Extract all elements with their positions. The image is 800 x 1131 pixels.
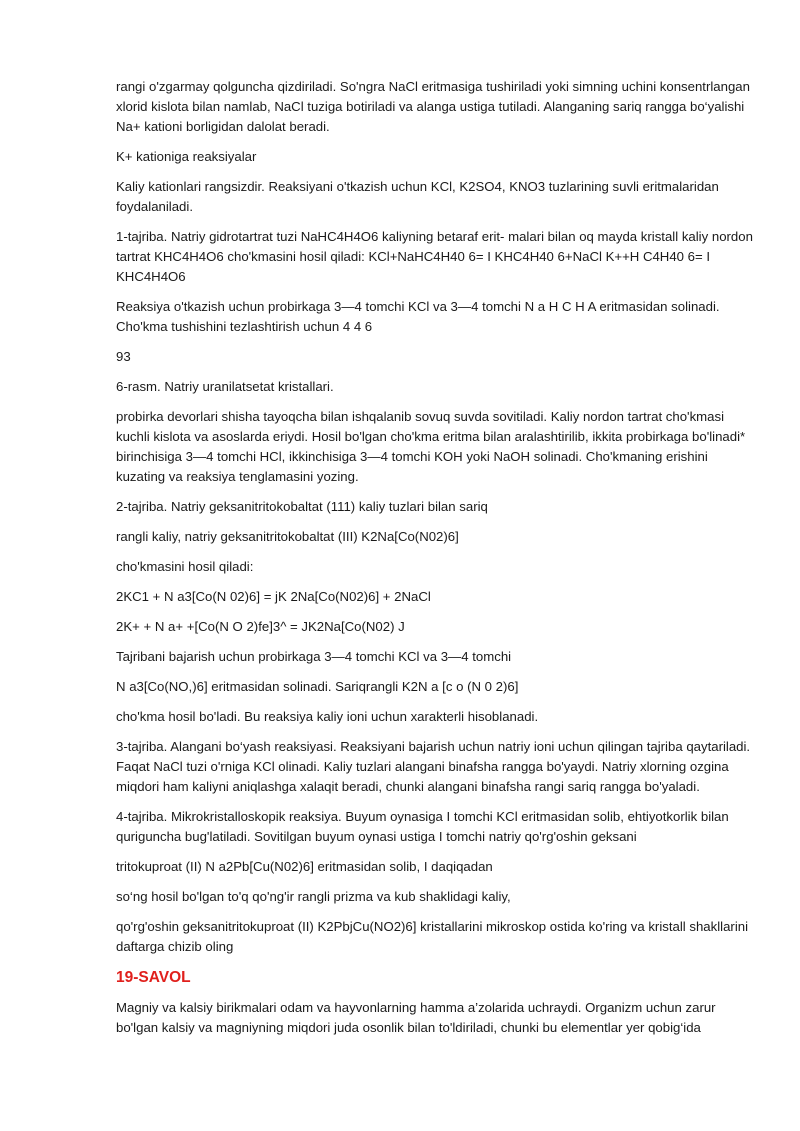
- paragraph: Tajribani bajarish uchun probirkaga 3—4 tomchi KCl va 3—4 tomchi: [116, 649, 512, 664]
- paragraph: 2-tajriba. Natriy geksanitritokobaltat (111) kaliy tuzlari bilan sariq: [116, 499, 488, 514]
- paragraph: N a3[Co(NO,)6] eritmasidan solinadi. Sariqrangli K2N a [c o (N 0 2)6]: [116, 679, 519, 694]
- figure-caption: 6-rasm. Natriy uranilatsetat kristallari.: [116, 379, 334, 394]
- paragraph: Kaliy kationlari rangsizdir. Reaksiyani o'tkazish uchun KCl, K2SO4, KNO3 tuzlarining suvli eritmalaridan foydalaniladi.: [116, 179, 719, 214]
- paragraph: so‘ng hosil bo'lgan to'q qo'ng'ir rangli prizma va kub shaklidagi kaliy,: [116, 889, 511, 904]
- equation: 2K+ + N a+ +[Co(N O 2)fe]3^ = JK2Na[Co(N02) J: [116, 619, 405, 634]
- paragraph: probirka devorlari shisha tayoqcha bilan ishqalanib sovuq suvda sovitiladi. Kaliy nordon tartrat cho'kmasi kuchli kislota va asoslarda eriydi. Hosil bo'lgan cho'kma eritma bilan aralashtirilib, ikkita probirkaga bo'linadi* birinchisiga 3—4 tomchi HCl, ikkinchisiga 3—4 tomchi KOH yoki NaOH solinadi. Cho'kmaning erishini kuzating va reaksiya tenglamasini yozing.: [116, 409, 746, 484]
- page-number: 93: [116, 349, 131, 364]
- paragraph: qo'rg'oshin geksanitritokuproat (II) K2PbjCu(NO2)6] kristallarini mikroskop ostida ko'ring va kristall shakllarini daftarga chizib oling: [116, 919, 749, 954]
- paragraph: Magniy va kalsiy birikmalari odam va hayvonlarning hamma a’zolarida uchraydi. Organizm uchun zarur bo'lgan kalsiy va magniyning miqdori juda osonlik bilan to'ldiriladi, chunki bu elementlar yer qobig‘ida: [116, 1000, 716, 1035]
- paragraph: rangli kaliy, natriy geksanitritokobaltat (III) K2Na[Co(N02)6]: [116, 529, 459, 544]
- paragraph: 4-tajriba. Mikrokristalloskopik reaksiya. Buyum oynasiga I tomchi KCl eritmasidan solib, ehtiyotkorlik bilan quriguncha bug'latiladi. Sovitilgan buyum oynasi ustiga I tomchi natriy qo'rg'oshin geksani: [116, 809, 729, 844]
- paragraph: K+ kationiga reaksiyalar: [116, 149, 257, 164]
- paragraph: Reaksiya o'tkazish uchun probirkaga 3—4 tomchi KCl va 3—4 tomchi N a H C H A eritmasidan solinadi. Cho'kma tushishini tezlashtirish uchun 4 4 6: [116, 299, 720, 334]
- paragraph: cho'kmasini hosil qiladi:: [116, 559, 254, 574]
- paragraph: tritokuproat (II) N a2Pb[Cu(N02)6] eritmasidan solib, I daqiqadan: [116, 859, 493, 874]
- section-heading: 19-SAVOL: [116, 969, 191, 986]
- paragraph: 1-tajriba. Natriy gidrotartrat tuzi NaHC4H4O6 kaliyning betaraf erit- malari bilan oq mayda kristall kaliy nordon tartrat KHC4H4O6 cho'kmasini hosil qiladi: KCl+NaHC4H40 6= I KHC4H40 6+NaCl K++H C4H40 6= I KHC4H4O6: [116, 229, 753, 284]
- paragraph: 3-tajriba. Alangani bo‘yash reaksiyasi. Reaksiyani bajarish uchun natriy ioni uchun qilingan tajriba qaytariladi. Faqat NaCl tuzi o'rniga KCl olinadi. Kaliy tuzlari alangani binafsha rangga bo'yaydi. Natriy xlorning ozgina miqdori ham kaliyni aniqlashga xalaqit beradi, chunki alangani binafsha rangi sariq rangga bo'yaladi.: [116, 739, 751, 794]
- document-page: [116, 77, 756, 1048]
- equation: 2KC1 + N a3[Co(N 02)6] = jK 2Na[Co(N02)6] + 2NaCl: [116, 589, 431, 604]
- paragraph: rangi o'zgarmay qolguncha qizdiriladi. So'ngra NaCl eritmasiga tushiriladi yoki simning uchini konsentrlangan xlorid kislota bilan namlab, NaCl tuziga botiriladi va alanga ustiga tutiladi. Alanganing sariq rangga bo‘yalishi Na+ kationi borligidan dalolat beradi.: [116, 79, 750, 134]
- paragraph: cho'kma hosil bo'ladi. Bu reaksiya kaliy ioni uchun xarakterli hisoblanadi.: [116, 709, 539, 724]
